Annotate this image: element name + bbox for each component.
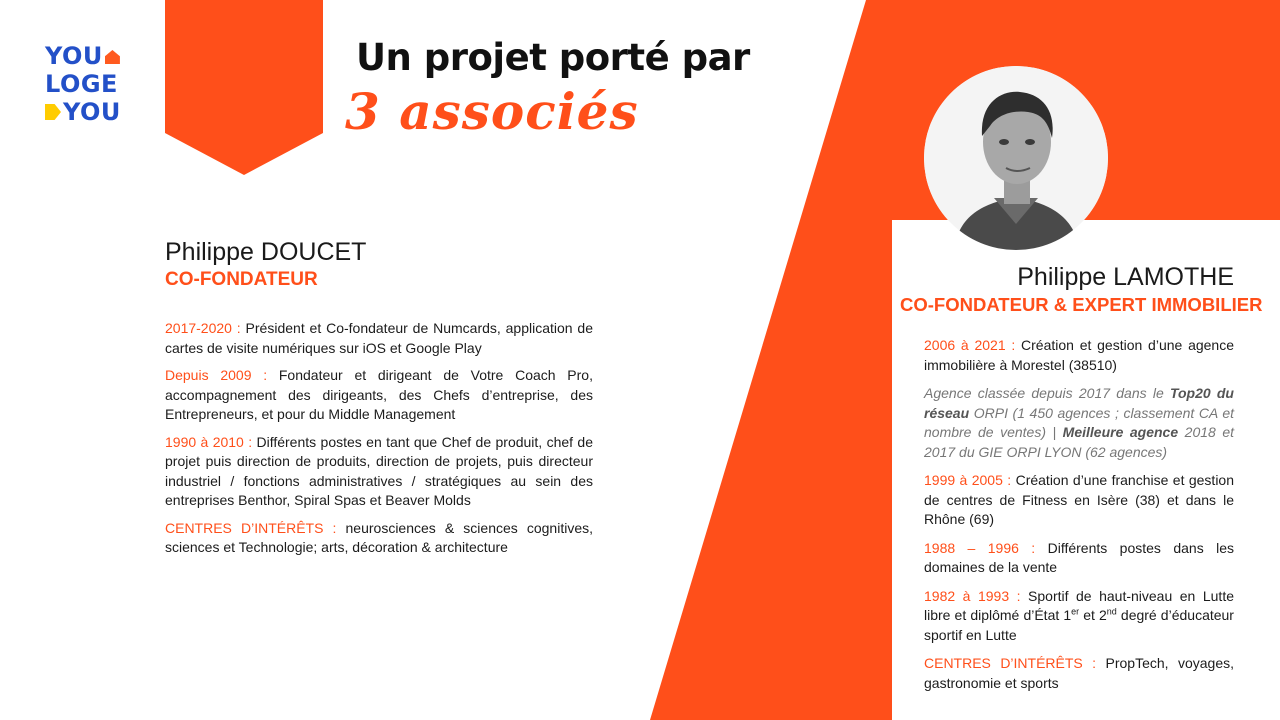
career-entry [924,336,1234,375]
note-text: Agence classée depuis 2017 dans le [924,385,1170,401]
entry-text: Sportif de haut-niveau en Lutte libre et diplômé d’État 1 [924,587,1234,623]
entry-text: et 2 [1079,607,1107,623]
entry-text: Création et gestion d’une agence immobilière à Morestel (38510) [924,337,1235,373]
house-icon [105,50,120,64]
entry-period: 2017-2020 : [165,320,241,336]
person-role: CO-FONDATEUR [165,269,318,290]
portrait-photo [924,66,1108,250]
entry-text: neurosciences & sciences cognitives, sciences et Technologie; arts, décoration & architecture [165,519,593,555]
profile-lamothe-entries [924,336,1234,702]
note-highlight: Meilleure agence [1062,424,1179,440]
note-text: ORPI (1 450 agences ; classement CA et nombre de ventes) | [924,404,1234,440]
career-entry [924,471,1234,530]
person-name: Philippe LAMOTHE [1017,263,1234,291]
title-ribbon [165,0,323,175]
entry-text: Différents postes en tant que Chef de produit, chef de projet puis direction de produits, direction de projets, puis directeur industriel / fonctions administratives / stratégiques au sein des entreprises Benthor, Spiral Spas et Beaver Molds [165,433,593,508]
note-text: 2018 et 2017 du GIE ORPI LYON (62 agences) [924,424,1234,460]
logo-word-you: YOU [45,42,103,70]
career-entry [165,366,593,425]
entry-text: Différents postes dans les domaines de la vente [924,539,1235,575]
career-entry [924,587,1234,646]
entry-period: 1999 à 2005 : [924,472,1012,488]
superscript: er [1071,606,1080,617]
page-title: Un projet porté par [356,36,750,79]
entry-text: Création d’une franchise et gestion de centres de Fitness en Isère (38) et dans le Rhône (69) [924,472,1235,527]
logo-word-loge: LOGE [45,70,118,98]
note-highlight: Top20 du réseau [924,385,1234,421]
career-entries [165,319,593,558]
interests-entry [924,654,1234,693]
profile-lamothe-header [900,262,1263,318]
career-entry [165,319,593,358]
entry-text: degré d’éducateur sportif en Lutte [924,607,1234,643]
entry-period: CENTRES D’INTÉRÊTS : [165,519,337,536]
career-entry [924,539,1234,578]
entry-text: PropTech, voyages, gastronomie et sports [924,655,1234,691]
entry-text: Président et Co-fondateur de Numcards, application de cartes de visite numériques sur iOS et Google Play [165,320,593,356]
superscript: nd [1106,606,1117,617]
entry-period: 2006 à 2021 : [924,337,1016,353]
tag-icon [45,104,61,120]
agency-ranking-note [924,384,1234,462]
career-entry [165,433,593,511]
company-logo [45,42,135,126]
portrait-illustration [924,66,1108,250]
page-subtitle: 3 associés [345,82,639,141]
person-name: Philippe DOUCET [165,238,367,266]
entry-period: CENTRES D’INTÉRÊTS : [924,655,1097,671]
interests-entry [165,519,593,558]
entry-text: Fondateur et dirigeant de Votre Coach Pro, accompagnement des dirigeants, des Chefs d’entreprise, des Entrepreneurs, et pour du Middle Management [165,367,593,422]
entry-period: 1990 à 2010 : [165,433,253,450]
entry-period: Depuis 2009 : [165,367,268,383]
logo-word-you-2: YOU [63,98,121,126]
entry-period: 1982 à 1993 : [924,587,1021,604]
entry-period: 1988 – 1996 : [924,539,1036,556]
profile-doucet [165,236,593,566]
person-role: CO-FONDATEUR & EXPERT IMMOBILIER [900,294,1263,315]
